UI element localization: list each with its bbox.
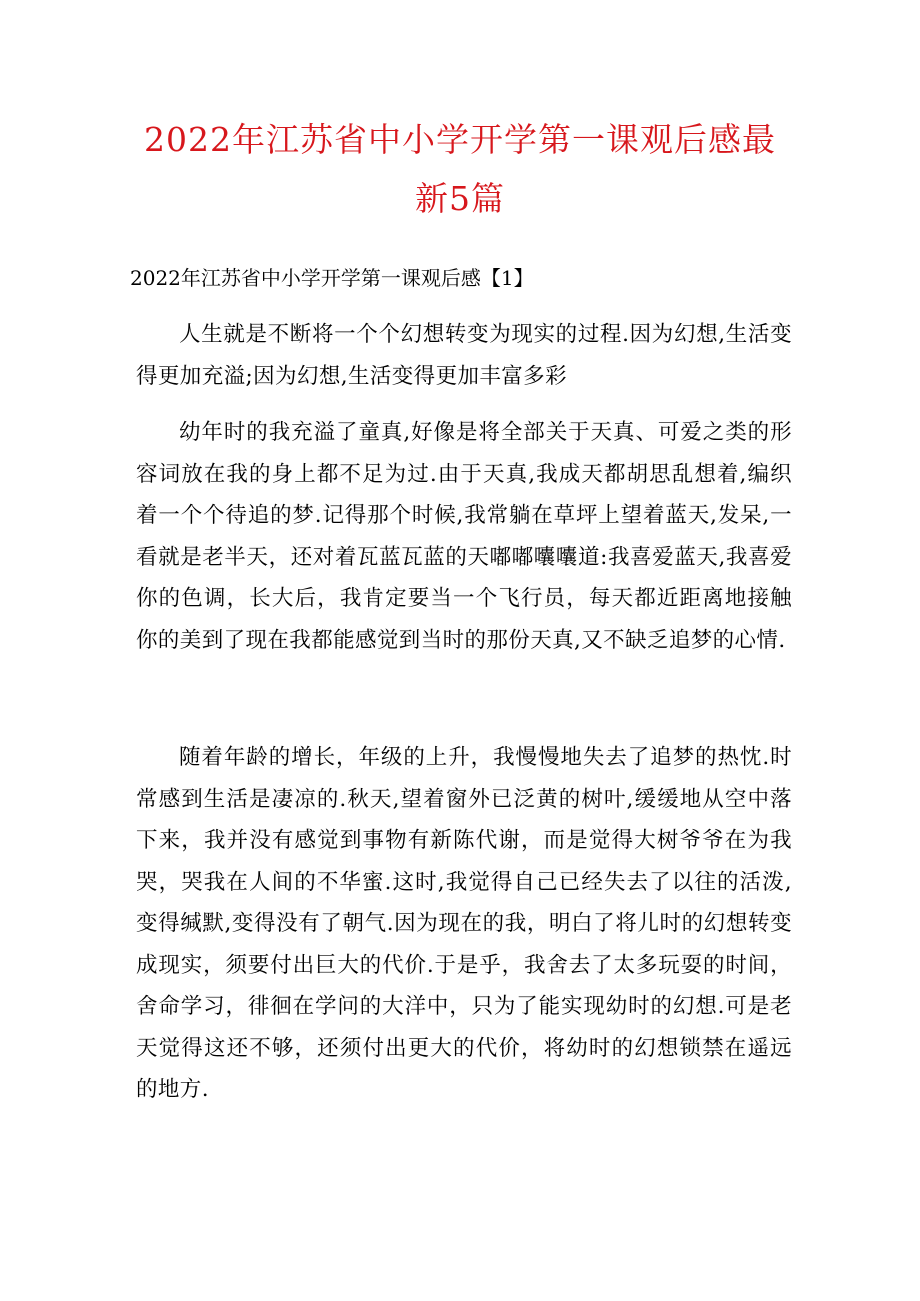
- paragraph-3: 随着年龄的增长，年级的上升，我慢慢地失去了追梦的热忱.时常感到生活是凄凉的.秋天,望着窗外已泛黄的树叶,缓缓地从空中落下来，我并没有感觉到事物有新陈代谢，而是觉得大树爷爷在为我哭，哭我在人间的不华蜜.这时,我觉得自己已经失去了以往的活泼,变得缄默,变得没有了朝气.因为现在的我，明白了将儿时的幻想转变成现实，须要付出巨大的代价.于是乎，我舍去了太多玩耍的时间，舍命学习，徘徊在学问的大洋中，只为了能实现幼时的幻想.可是老天觉得这还不够，还须付出更大的代价，将幼时的幻想锁禁在遥远的地方.: [136, 745, 792, 1102]
- section-heading: 2022年江苏省中小学开学第一课观后感【1】: [130, 266, 534, 290]
- document-title-line-1: 2022年江苏省中小学开学第一课观后感最: [144, 120, 776, 159]
- paragraph-1: 人生就是不断将一个个幻想转变为现实的过程.因为幻想,生活变得更加充溢;因为幻想,生活变得更加丰富多彩: [136, 322, 792, 389]
- document-title-line-2: 新5篇: [415, 179, 505, 218]
- paragraph-2: 幼年时的我充溢了童真,好像是将全部关于天真、可爱之类的形容词放在我的身上都不足为过.由于天真,我成天都胡思乱想着,编织着一个个待追的梦.记得那个时候,我常躺在草坪上望着蓝天,发呆,一看就是老半天，还对着瓦蓝瓦蓝的天嘟嘟囔囔道:我喜爱蓝天,我喜爱你的色调，长大后，我肯定要当一个飞行员，每天都近距离地接触你的美到了现在我都能感觉到当时的那份天真,又不缺乏追梦的心情.: [136, 420, 792, 653]
